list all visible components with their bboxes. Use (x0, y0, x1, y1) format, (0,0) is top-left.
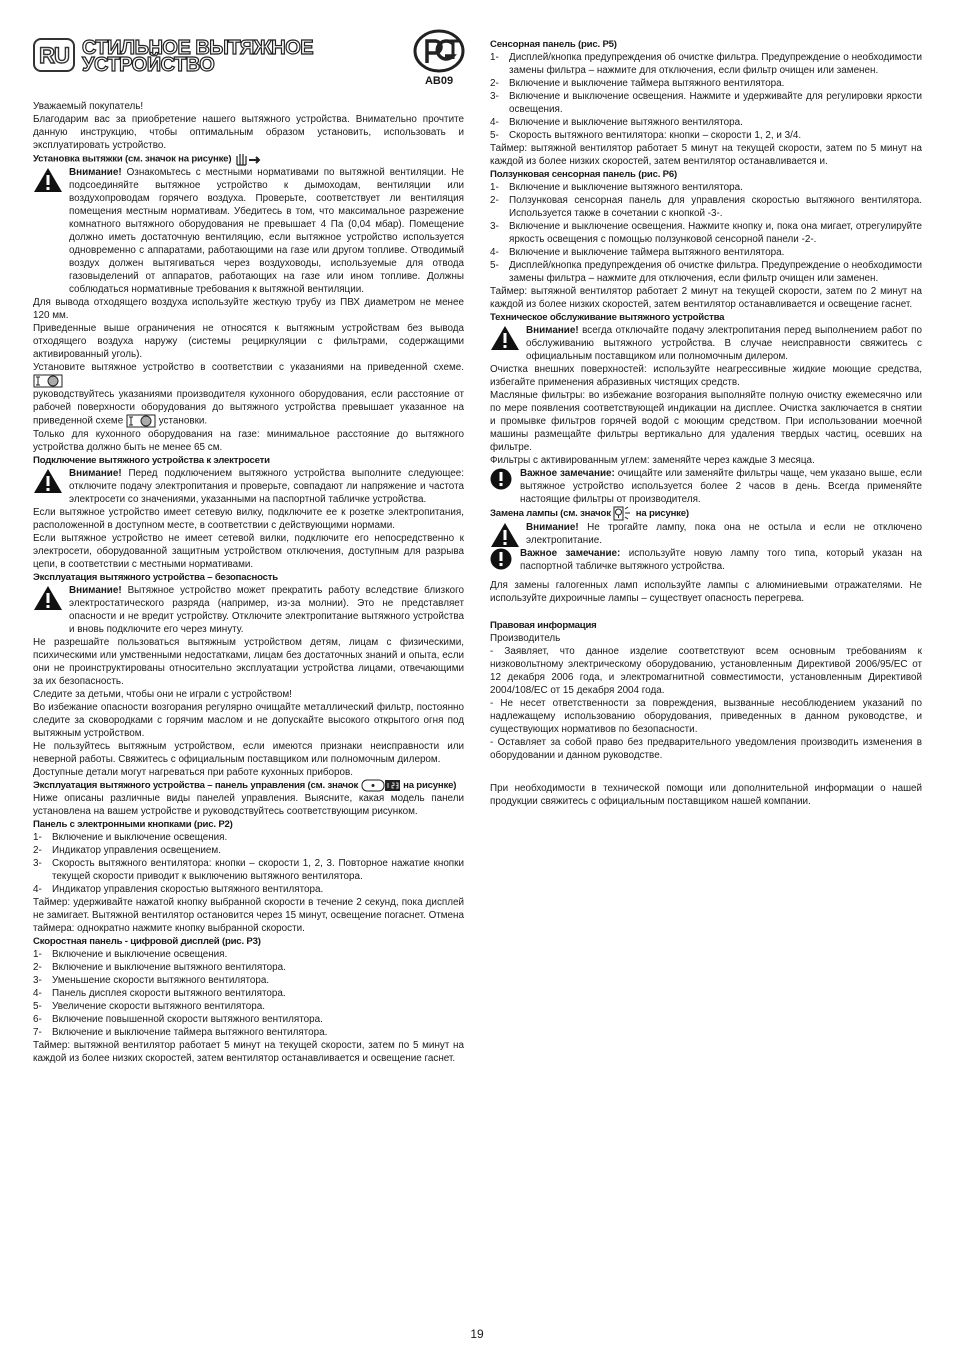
list-item: 2- Включение и выключение вытяжного вентилятора. (33, 962, 286, 974)
page-title (82, 37, 314, 76)
list-item: 5- Дисплей/кнопка предупреждения об очистке фильтра. Предупреждение о необходимости замены фильтра – нажмите для отключения, если фильтр очищен или заменен. (490, 260, 922, 284)
list-item: 3- Включение и выключение освещения. Нажмите и удерживайте для регулировки яркости освещения. (490, 91, 922, 115)
list-item: 1- Включение и выключение вытяжного вентилятора. (490, 182, 743, 193)
note-filters-text: очищайте или заменяйте фильтры чаще, чем указано выше, если вытяжное устройство используется более 2 часов в день. Всегда применяйте настоящие фильтры от производителя. (520, 468, 923, 505)
warning-safety (33, 584, 464, 636)
legal-text-3: - Оставляет за собой право без предварительного уведомления производить изменения в оборудовании и данном руководстве. (490, 737, 922, 761)
gost-r-icon (413, 29, 465, 73)
legal-text-2: - Не несет ответственности за повреждения, вызванные несоблюдением указаний по надлежащему использованию оборудования, приведенных в данном руководстве, и существующих нормативов по безопасности. (490, 698, 922, 735)
section-heading-p3: Скоростная панель - цифровой дисплей (рис. P3) (33, 936, 261, 948)
list-item: 2- Включение и выключение таймера вытяжного вентилятора. (490, 78, 785, 89)
warning-triangle-icon (490, 325, 520, 351)
intro-text: Благодарим вас за приобретение нашего вытяжного устройства. Внимательно прочтите данную инструкцию, чтобы оптимальным образом установить, использовать и эксплуатировать устройство. (33, 114, 464, 151)
p5-list (490, 51, 922, 142)
hand-wrench-icon (234, 152, 262, 166)
faulty-text: Не пользуйтесь вытяжным устройством, если имеются признаки неисправности или неверной работы. Свяжитесь с официальным поставщиком или полномочным дилером. (33, 741, 464, 765)
noplug-text: Если вытяжное устройство не имеет сетевой вилки, подключите его непосредственно к электросети, оборудованной защитным устройством отключения, доступным для разрыва цепи, в соответствии с местными нормативами. (33, 533, 464, 570)
section-heading-legal: Правовая информация (490, 620, 597, 631)
install-scheme-line: Установите вытяжное устройство в соответствии с указаниями на приведенной схеме. (33, 362, 464, 373)
list-item: 2- Индикатор управления освещением. (33, 845, 221, 857)
p2-list (33, 831, 464, 896)
install-heading-text: Установка вытяжки (см. значок на рисунке) (33, 153, 232, 165)
list-item: 3- Уменьшение скорости вытяжного вентилятора. (33, 975, 270, 987)
exclamation-circle-icon (490, 468, 512, 490)
list-item: 3- Включение и выключение освещения. Нажмите кнопку и, пока она мигает, отрегулируйте яркость освещения с помощью ползунковой сенсорной панели -2-. (490, 221, 922, 245)
note-lamp (490, 547, 922, 573)
warning-electric (33, 467, 464, 506)
grease-filters-text: Масляные фильтры: во избежание возгорания выполняйте полную очистку ежемесячно или по мере появления соответствующей индикации на дисплее. Очистка заключается в снятии и промывке фильтров горячей водой с моющим средством. При использовании моечной машины размещайте фильтры вертикально для удаления твердых частиц, осевших на фильтре. (490, 390, 922, 453)
section-heading-install (33, 152, 464, 166)
panel-heading-a: Эксплуатация вытяжного устройства – панель управления (см. значок (33, 780, 359, 792)
list-item: 4- Панель дисплея скорости вытяжного вентилятора. (33, 988, 286, 1000)
list-item: 7- Включение и выключение таймера вытяжного вентилятора. (33, 1027, 328, 1039)
distance-text (33, 388, 464, 428)
install-warning-text: Ознакомьтесь с местными нормативами по вытяжной вентиляции. Не подсоединяйте вытяжное устройство к дымоходам, вентиляции или воздухопроводам горячего воздуха. Проверьте, соответствует ли вентиляция помещения местным нормативам. Убедитесь в том, что максимальное разрежение комнатного вытяжного оборудования не превышает 4 Па (0,04 мбар). Помещение должно иметь достаточную вентиляцию, если вытяжное устройство используется одновременно с аппаратами, работающими на газе или другом топливе. Отводимый воздух должен вытягиваться через воздуховоды, используемые для отвода газовыделений от аппаратов, работающих на газе или ином топливе. Должны соблюдаться нормативные требования к вытяжной вентиляции. (69, 167, 464, 295)
section-heading-lamp (490, 506, 922, 521)
list-item: 1- Дисплей/кнопка предупреждения об очистке фильтра. Предупреждение о необходимости замены фильтра – нажмите для отключения, если фильтр очищен или заменен. (490, 52, 922, 76)
manufacturer-label: Производитель (490, 633, 561, 644)
section-heading-safety: Эксплуатация вытяжного устройства – безопасность (33, 572, 279, 583)
lamp-warning-text: Не трогайте лампу, пока она не остыла и если не отключено электропитание. (526, 522, 922, 546)
electric-warning-text: Перед подключением вытяжного устройства выполните следующее: отключите подачу электропитания и проверьте, совпадают ли напряжение и частота электросети со значениями, указанными на паспортной табличке устройства. (69, 468, 464, 505)
note-label: Важное замечание: (520, 548, 621, 559)
warning-label: Внимание! (69, 585, 122, 596)
list-item: 4- Индикатор управления скоростью вытяжного вентилятора. (33, 884, 324, 896)
language-badge: RU (33, 38, 75, 72)
warning-triangle-icon (33, 167, 63, 193)
list-item: 4- Включение и выключение вытяжного вентилятора. (490, 117, 743, 128)
warning-triangle-icon (490, 522, 520, 548)
section-heading-p2: Панель с электронными кнопками (рис. P2) (33, 819, 233, 831)
panel-intro-text: Ниже описаны различные виды панелей управления. Выясните, какая модель панели установлена на вашем устройстве и руководствуйтесь соответствующим рисунком. (33, 793, 464, 818)
warning-triangle-icon (33, 468, 63, 494)
p2-timer-text: Таймер: удерживайте нажатой кнопку выбранной скорости в течение 2 секунд, пока дисплей не замигает. Вытяжной вентилятор остановится через 15 минут, освещение погаснет. Отмена таймера: однократно нажмите кнопку выбранной скорости. (33, 897, 464, 935)
section-heading-electric: Подключение вытяжного устройства к электросети (33, 455, 270, 466)
support-text: При необходимости в технической помощи или дополнительной информации о нашей продукции свяжитесь с официальным поставщиком нашей компании. (490, 783, 922, 807)
list-item: 1- Включение и выключение освещения. (33, 949, 228, 961)
list-item: 1- Включение и выключение освещения. (33, 832, 228, 844)
greeting: Уважаемый покупатель! (33, 101, 144, 112)
list-item: 3- Скорость вытяжного вентилятора: кнопки – скорости 1, 2, 3. Повторное нажатие кнопки текущей скорости приводит к выключению вытяжного вентилятора. (33, 858, 464, 883)
section-heading-p6: Ползунковая сенсорная панель (рис. P6) (490, 169, 677, 180)
control-panel-icon (361, 779, 401, 792)
left-column (33, 0, 464, 1065)
warning-install (33, 166, 464, 296)
warning-lamp (490, 521, 922, 547)
warning-label: Внимание! (526, 325, 579, 336)
plug-text: Если вытяжное устройство имеет сетевую вилку, подключите ее к розетке электропитания, расположенной в доступном месте, в соответствии с действующими нормами. (33, 507, 464, 531)
scheme-icon (126, 414, 156, 428)
warning-maintenance (490, 324, 922, 363)
section-heading-panel (33, 779, 464, 792)
hot-text: Доступные детали могут нагреваться при работе кухонных приборов. (33, 767, 354, 778)
list-item: 4- Включение и выключение таймера вытяжного вентилятора. (490, 247, 785, 258)
watch-text: Следите за детьми, чтобы они не играли с устройством! (33, 689, 292, 700)
note-lamp-text: используйте новую лампу того типа, который указан на паспортной табличке вытяжного устройства. (520, 548, 923, 572)
lamp-icon (613, 506, 633, 521)
panel-heading-b: на рисунке) (403, 780, 457, 792)
safety-warning-text: Вытяжное устройство может прекратить работу вследствие близкого электростатического разряда (например, из-за молнии). Это не представляет опасности и не вредит устройству. Отключите электропитание вытяжного устройства и вновь подключите его через минуту. (69, 585, 464, 635)
exclamation-circle-icon (490, 548, 512, 570)
fire-text: Во избежание опасности возгорания регулярно очищайте металлический фильтр, постоянно следите за сковородками с горячим маслом и не допускайте высокого открытого огня под вытяжным устройством. (33, 702, 464, 739)
distance-text-a: руководствуйтесь указаниями производителя кухонного оборудования, если расстояние от рабочей поверхности оборудования до вытяжного устройства превышает указанное на приведенной схеме (33, 389, 464, 427)
legal-text-1: - Заявляет, что данное изделие соответствуют всем основным требованиям к низковольтному электрическому оборудованию, установленным Директивой 2006/95/EC от 12 декабря 2006 года, и электромагнитной совместимости, установленным Директивой 2004/108/EC от 15 декабря 2004 года. (490, 646, 922, 696)
warning-label: Внимание! (69, 468, 122, 479)
limits-text: Приведенные выше ограничения не относятся к вытяжным устройствам без вывода отходящего воздуха наружу (системы рециркуляции с фильтрами, содержащими активированный уголь). (33, 323, 464, 360)
p3-timer-text: Таймер: вытяжной вентилятор работает 5 минут на текущей скорости, затем по 5 минут на каждой из более низких скоростей, затем вентилятор останавливается и освещение гаснет. (33, 1040, 464, 1065)
pipe-text: Для вывода отходящего воздуха используйте жесткую трубу из ПВХ диаметром не менее 120 мм. (33, 297, 464, 321)
list-item: 5- Скорость вытяжного вентилятора: кнопки – скорости 1, 2, и 3/4. (490, 130, 802, 141)
cert-code: AB09 (424, 75, 454, 87)
list-item: 2- Ползунковая сенсорная панель для управления скоростью вытяжного вентилятора. Используется также в сочетании с кнопкой -3-. (490, 195, 922, 219)
warning-label: Внимание! (526, 522, 579, 533)
list-item: 6- Включение повышенной скорости вытяжного вентилятора. (33, 1014, 323, 1026)
distance-text-b: установки. (158, 415, 208, 427)
note-filters (490, 467, 922, 506)
install-scheme-text (33, 361, 464, 388)
carbon-filters-text: Фильтры с активированным углем: заменяйте через каждые 3 месяца. (490, 455, 815, 466)
list-item: 5- Увеличение скорости вытяжного вентилятора. (33, 1001, 265, 1013)
right-column (490, 38, 922, 808)
scheme-icon (33, 374, 63, 388)
halogen-text: Для замены галогенных ламп используйте лампы с алюминиевыми отражателями. Не используйте дихроичные лампы – существует опасность перегрева. (490, 580, 922, 604)
title-line-1: СТИЛЬНОЕ ВЫТЯЖНОЕ (82, 37, 314, 59)
maintenance-warning-text: всегда отключайте подачу электропитания перед выполнением работ по обслуживанию вытяжного устройства. В случае неисправности свяжитесь с официальным поставщиком или полномочным дилером. (526, 325, 922, 362)
p5-timer-text: Таймер: вытяжной вентилятор работает 5 минут на текущей скорости, затем по 5 минут на каждой из более низких скоростей, затем вентилятор останавливается и. (490, 143, 922, 167)
surfaces-text: Очистка внешних поверхностей: используйте неагрессивные жидкие моющие средства, избегайте применения абразивных чистящих средств. (490, 364, 922, 388)
note-label: Важное замечание: (520, 468, 615, 479)
p6-timer-text: Таймер: вытяжной вентилятор работает 2 минут на текущей скорости, затем по 2 минут на каждой из более низких скоростей, затем вентилятор останавливается и освещение гаснет. (490, 286, 922, 310)
document-title (33, 38, 464, 100)
certification-mark (409, 29, 469, 88)
section-heading-p5: Сенсорная панель (рис. P5) (490, 39, 617, 50)
lamp-heading-b: на рисунке) (635, 508, 689, 520)
gas-only-text: Только для кухонного оборудования на газе: минимальное расстояние до вытяжного устройства должно быть не менее 65 см. (33, 429, 464, 453)
warning-triangle-icon (33, 585, 63, 611)
p6-list (490, 181, 922, 285)
p3-list (33, 948, 464, 1039)
section-heading-maintenance: Техническое обслуживание вытяжного устройства (490, 312, 725, 323)
lamp-heading-a: Замена лампы (см. значок (490, 508, 611, 520)
page-number: 19 (470, 1327, 484, 1341)
warning-label: Внимание! (69, 167, 122, 178)
title-line-2: УСТРОЙСТВО (82, 54, 215, 76)
children-text: Не разрешайте пользоваться вытяжным устройством детям, лицам с физическими, психическими или умственными недостатками, лицам без достаточных знаний и опыта, если они не проинструктированы относительно эксплуатации устройства лицами, отвечающими за их безопасность. (33, 637, 464, 687)
